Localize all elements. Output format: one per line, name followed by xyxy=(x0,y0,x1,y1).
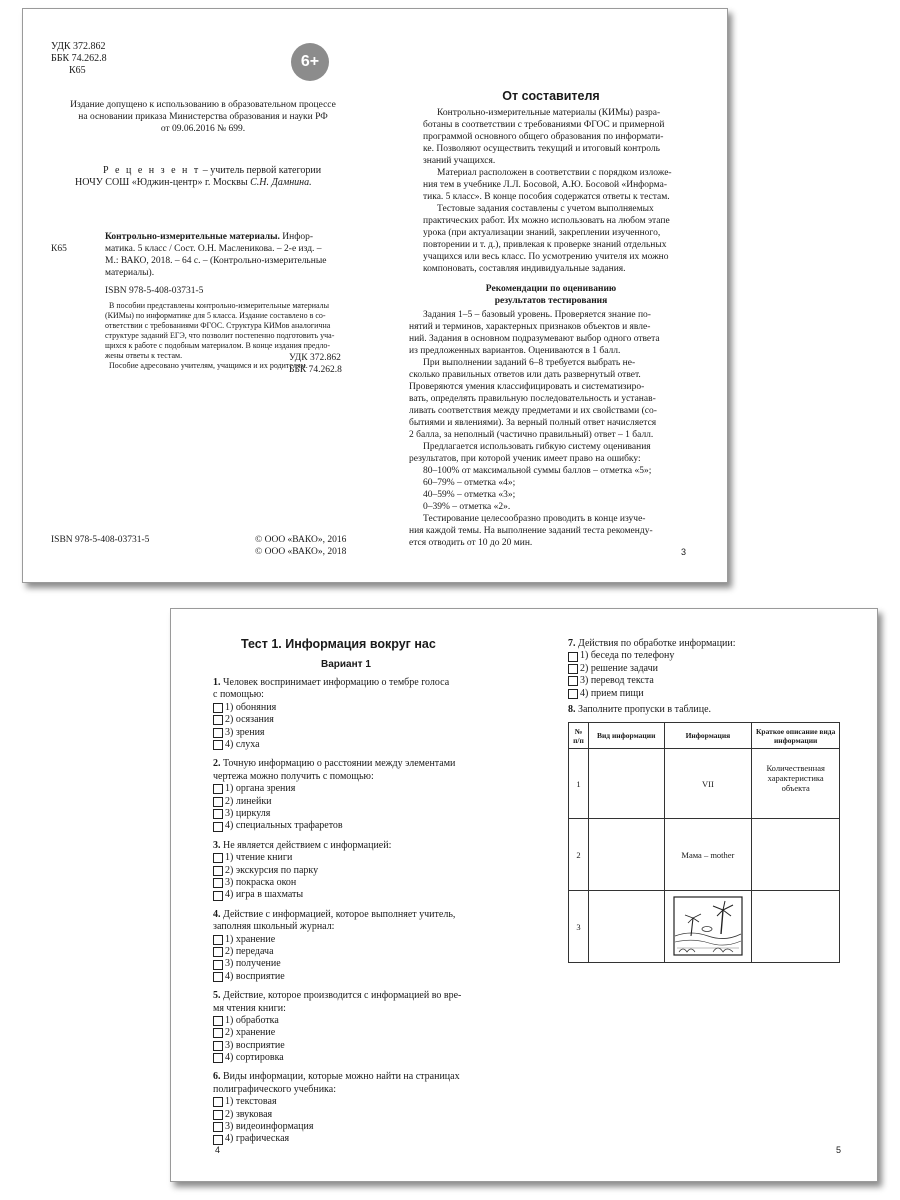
question-text-line xyxy=(213,771,498,783)
option-label: 1) текстовая xyxy=(225,1096,277,1108)
option-label: 2) экскурсия по парку xyxy=(225,864,319,876)
udk-block xyxy=(51,41,107,78)
answer-checkbox[interactable] xyxy=(568,676,578,686)
preface-para-1 xyxy=(409,107,693,167)
catalog-line: матика. 5 класс / Сост. О.Н. Масленикова. – 2-е изд. – xyxy=(105,244,322,254)
answer-option[interactable] xyxy=(213,934,498,946)
question-text: чертежа можно получить с помощью: xyxy=(213,770,374,782)
col-header: Вид информации xyxy=(588,723,664,749)
table-row xyxy=(569,819,840,891)
answer-option[interactable] xyxy=(213,971,498,983)
approval-line: на основании приказа Министерства образования и науки РФ xyxy=(78,112,328,122)
option-label: 1) чтение книги xyxy=(225,852,293,864)
text-line: результатов, при которой ученик имеет право на ошибку: xyxy=(409,454,641,464)
option-label: 1) органа зрения xyxy=(225,783,296,795)
option-label: 4) восприятие xyxy=(225,970,285,982)
author-mark: К65 xyxy=(69,65,86,77)
row-number: 3 xyxy=(569,891,589,963)
preface-paragraphs xyxy=(409,107,693,275)
answer-checkbox[interactable] xyxy=(213,703,223,713)
answer-option[interactable] xyxy=(213,1109,498,1121)
question-5 xyxy=(213,990,498,1064)
answer-checkbox[interactable] xyxy=(213,853,223,863)
answer-checkbox[interactable] xyxy=(213,935,223,945)
test-spread xyxy=(170,608,878,1182)
answer-checkbox[interactable] xyxy=(213,1110,223,1120)
answer-checkbox[interactable] xyxy=(213,1041,223,1051)
answer-checkbox[interactable] xyxy=(213,972,223,982)
answer-option[interactable] xyxy=(213,1096,498,1108)
catalog-code: К65 xyxy=(51,244,67,254)
question-4 xyxy=(213,909,498,983)
text-line: Предлагается использовать гибкую систему оценивания xyxy=(423,442,651,452)
catalog-line: М.: ВАКО, 2018. – 64 с. – (Контрольно-измерительные xyxy=(105,256,327,266)
answer-checkbox[interactable] xyxy=(213,1053,223,1063)
page-number-left: 4 xyxy=(215,1145,221,1155)
blank-cell[interactable] xyxy=(588,891,664,963)
blank-cell[interactable] xyxy=(752,819,840,891)
option-label: 4) графическая xyxy=(225,1133,290,1145)
option-label: 3) восприятие xyxy=(225,1039,285,1051)
text-line: практических работ. Их можно использовать на любом этапе xyxy=(423,216,670,226)
text-line: ется отводить от 10 до 20 мин. xyxy=(409,538,533,548)
question-text: Действие с информацией, которое выполняет учитель, xyxy=(223,908,456,920)
question-number: 5. xyxy=(213,990,221,1002)
text-line: повторении и т. д.), привлекая к проверке знаний отдельных xyxy=(423,240,667,250)
answer-checkbox[interactable] xyxy=(568,652,578,662)
answer-checkbox[interactable] xyxy=(213,784,223,794)
catalog-title: Контрольно-измерительные материалы. xyxy=(105,232,280,242)
udk-bottom xyxy=(289,352,342,376)
reviewer-block xyxy=(75,165,375,189)
page-number: 3 xyxy=(681,547,687,557)
option-label: 2) звуковая xyxy=(225,1108,273,1120)
question-text-line xyxy=(213,758,498,770)
option-label: 3) получение xyxy=(225,958,281,970)
col-header: Информация xyxy=(664,723,752,749)
question-3 xyxy=(213,840,498,902)
answer-option[interactable] xyxy=(213,946,498,958)
answer-checkbox[interactable] xyxy=(213,797,223,807)
question-text: заполняя школьный журнал: xyxy=(213,921,335,933)
question-text-line xyxy=(213,1003,498,1015)
question-text: Действие, которое производится с информацией во вре- xyxy=(223,990,462,1002)
question-text: полиграфического учебника: xyxy=(213,1083,336,1095)
question-text-line xyxy=(213,1071,498,1083)
answer-option[interactable] xyxy=(213,808,498,820)
col-header: № п/п xyxy=(569,723,589,749)
option-label: 1) хранение xyxy=(225,933,276,945)
info-cell: VII xyxy=(664,749,752,819)
grade-line: 60–79% – отметка «4»; xyxy=(423,478,516,488)
bbk-line: ББК 74.262.8 xyxy=(289,365,342,375)
variant-title: Вариант 1 xyxy=(321,659,371,670)
answer-checkbox[interactable] xyxy=(213,947,223,957)
recommendations-text xyxy=(409,309,693,549)
isbn-bottom: ISBN 978-5-408-03731-5 xyxy=(51,535,150,545)
text-line: урока (при актуализации знаний, закреплении изученного, xyxy=(423,228,661,238)
abstract-line: В пособии представлены контрольно-измерительные материалы xyxy=(109,301,329,310)
recommendations-title xyxy=(409,283,693,307)
text-line: вать, определять правильную последовательность и устанав- xyxy=(409,394,656,404)
answer-option[interactable] xyxy=(213,958,498,970)
question-text: Не является действием с информацией: xyxy=(223,839,392,851)
option-label: 4) прием пищи xyxy=(580,687,644,699)
text-line: нятий и терминов, характерных признаков объектов и явле- xyxy=(409,322,651,332)
preface-para-3 xyxy=(409,203,693,275)
reviewer-name: С.Н. Дамнина. xyxy=(250,177,312,189)
answer-option[interactable] xyxy=(213,865,498,877)
question-text: мя чтения книги: xyxy=(213,1002,286,1014)
abstract-line: структуре заданий ЕГЭ, что позволит постепенно подготовить уча- xyxy=(105,331,335,340)
copyright-block xyxy=(255,534,346,558)
text-line: ке. Позволяют осуществить текущий и итоговый контроль xyxy=(423,144,660,154)
answer-option[interactable] xyxy=(213,1027,498,1039)
preface-title: От составителя xyxy=(502,89,600,103)
catalog-desc: Инфор- xyxy=(279,232,314,242)
blank-cell[interactable] xyxy=(588,819,664,891)
approval-note xyxy=(43,99,363,135)
answer-checkbox[interactable] xyxy=(213,1016,223,1026)
table-row xyxy=(569,749,840,819)
fill-in-table xyxy=(568,722,840,963)
question-text: с помощью: xyxy=(213,689,264,701)
answer-option[interactable] xyxy=(213,796,498,808)
text-line: знаний учащихся. xyxy=(423,156,496,166)
title-page-spread xyxy=(22,8,728,583)
answer-option[interactable] xyxy=(213,1015,498,1027)
text-line: компоновать, составляя индивидуальные задания. xyxy=(423,264,626,274)
answer-checkbox[interactable] xyxy=(213,1097,223,1107)
answer-checkbox[interactable] xyxy=(213,1135,223,1145)
approval-line: Издание допущено к использованию в образовательном процессе xyxy=(70,100,336,110)
text-line: Материал расположен в соответствии с порядком изложе- xyxy=(437,168,672,178)
text-line: ливать соответствия между предметами и их свойствами (со- xyxy=(409,406,657,416)
question-text: Точную информацию о расстоянии между элементами xyxy=(223,758,456,770)
answer-option[interactable] xyxy=(213,852,498,864)
question-number: 3. xyxy=(213,839,221,851)
question-number: 7. xyxy=(568,638,576,649)
answer-checkbox[interactable] xyxy=(213,715,223,725)
reviewer-org: НОЧУ СОШ «Юджин-центр» г. Москвы xyxy=(75,177,251,189)
grade-line: 40–59% – отметка «3»; xyxy=(423,490,516,500)
subtitle-line: Рекомендации по оцениванию xyxy=(485,284,617,294)
text-line: программой основного общего образования по информати- xyxy=(423,132,664,142)
question-6 xyxy=(213,1071,498,1145)
answer-checkbox[interactable] xyxy=(568,664,578,674)
option-label: 1) обоняния xyxy=(225,701,277,713)
abstract-line: ответствии с требованиями ФГОС. Структура КИМов аналогична xyxy=(105,321,331,330)
grade-line: 0–39% – отметка «2». xyxy=(423,502,511,512)
option-label: 3) покраска окон xyxy=(225,876,297,888)
option-label: 4) сортировка xyxy=(225,1052,284,1064)
desc-cell: Количественная характеристика объекта xyxy=(752,749,840,819)
page-number-right: 5 xyxy=(836,1145,842,1155)
grade-line: 80–100% от максимальной суммы баллов – отметка «5»; xyxy=(423,466,652,476)
option-label: 1) беседа по телефону xyxy=(580,650,675,662)
question-text: Человек воспринимает информацию о тембре голоса xyxy=(223,677,450,688)
questions-left-column xyxy=(213,677,498,1153)
bbk-line: ББК 74.262.8 xyxy=(51,53,107,65)
text-line: из предложенных вариантов. Оцениваются в 1 балл. xyxy=(409,346,621,356)
answer-option[interactable] xyxy=(213,1040,498,1052)
copyright-line: © ООО «ВАКО», 2016 xyxy=(255,535,347,545)
question-text-line xyxy=(213,840,498,852)
answer-checkbox[interactable] xyxy=(213,728,223,738)
answer-option[interactable] xyxy=(568,663,848,675)
option-label: 2) передача xyxy=(225,945,274,957)
answer-option[interactable] xyxy=(213,739,498,751)
question-number: 8. xyxy=(568,703,576,715)
text-line: ний. Задания в основном подразумевают выбор одного ответа xyxy=(409,334,660,344)
text-line: При выполнении заданий 6–8 требуется выбрать не- xyxy=(423,358,636,368)
option-label: 4) игра в шахматы xyxy=(225,889,304,901)
text-line: ния тем в учебнике Л.Л. Босовой, А.Ю. Босовой «Информа- xyxy=(423,180,667,190)
reviewer-role: – учитель первой категории xyxy=(200,165,322,176)
subtitle-line: результатов тестирования xyxy=(494,296,608,306)
option-label: 4) специальных трафаретов xyxy=(225,820,343,832)
text-line: Контрольно-измерительные материалы (КИМы) разра- xyxy=(437,108,661,118)
text-line: 2 балла, за неполный (частично правильный) ответ – 1 балл. xyxy=(409,430,654,440)
question-text-line xyxy=(213,1084,498,1096)
text-line: Проверяются умения классифицировать и систематизиро- xyxy=(409,382,645,392)
question-text-line xyxy=(213,990,498,1002)
answer-option[interactable] xyxy=(213,1052,498,1064)
answer-option[interactable] xyxy=(213,702,498,714)
row-number: 1 xyxy=(569,749,589,819)
isbn-top: ISBN 978-5-408-03731-5 xyxy=(105,286,204,296)
answer-option[interactable] xyxy=(568,688,848,700)
option-label: 3) зрения xyxy=(225,726,265,738)
answer-option[interactable] xyxy=(213,727,498,739)
col-header: Краткое описание вида информации xyxy=(752,723,840,749)
text-line: сколько правильных ответов или дать развернутый ответ. xyxy=(409,370,641,380)
answer-option[interactable] xyxy=(213,820,498,832)
reviewer-label: Р е ц е н з е н т xyxy=(103,165,201,176)
question-number: 2. xyxy=(213,758,221,770)
option-label: 3) перевод текста xyxy=(580,675,654,687)
age-rating-badge: 6+ xyxy=(291,43,329,81)
landscape-drawing-icon xyxy=(673,896,743,956)
answer-option[interactable] xyxy=(213,1133,498,1145)
row-number: 2 xyxy=(569,819,589,891)
text-line: Тестовые задания составлены с учетом выполняемых xyxy=(437,204,654,214)
answer-checkbox[interactable] xyxy=(213,740,223,750)
answer-option[interactable] xyxy=(568,675,848,687)
preface xyxy=(409,89,693,549)
question-1 xyxy=(213,677,498,751)
approval-line: от 09.06.2016 № 699. xyxy=(160,124,246,134)
text-line: ния каждой темы. На выполнение заданий теста рекоменду- xyxy=(409,526,653,536)
abstract-line: (КИМы) по информатике для 5 класса. Издание составлено в со- xyxy=(105,311,326,320)
question-number: 4. xyxy=(213,908,221,920)
text-line: ботаны в соответствии с требованиями ФГОС и примерной xyxy=(423,120,665,130)
option-label: 1) обработка xyxy=(225,1014,279,1026)
info-cell: Мама – mother xyxy=(664,819,752,891)
question-text-line xyxy=(213,909,498,921)
question-number: 1. xyxy=(213,677,221,688)
option-label: 2) осязания xyxy=(225,714,274,726)
answer-option[interactable] xyxy=(213,714,498,726)
table-header-row xyxy=(569,723,840,749)
answer-checkbox[interactable] xyxy=(213,822,223,832)
answer-checkbox[interactable] xyxy=(568,689,578,699)
text-line: бытиями и явлениями). За верный полный ответ начисляется xyxy=(409,418,657,428)
question-7 xyxy=(568,638,848,716)
answer-checkbox[interactable] xyxy=(213,1122,223,1132)
answer-option[interactable] xyxy=(213,889,498,901)
abstract-line: щихся к работе с подобным материалом. В конце издания предло- xyxy=(105,341,331,350)
answer-checkbox[interactable] xyxy=(213,960,223,970)
question-text: Действия по обработке информации: xyxy=(578,638,736,649)
question-number: 6. xyxy=(213,1071,221,1083)
answer-checkbox[interactable] xyxy=(213,878,223,888)
option-label: 2) решение задачи xyxy=(580,662,658,674)
preface-para-2 xyxy=(409,167,693,203)
answer-checkbox[interactable] xyxy=(213,891,223,901)
option-label: 2) линейки xyxy=(225,795,272,807)
image-cell xyxy=(664,891,752,963)
table-row xyxy=(569,891,840,963)
text-line: Задания 1–5 – базовый уровень. Проверяется знание по- xyxy=(423,310,651,320)
blank-cell[interactable] xyxy=(588,749,664,819)
answer-checkbox[interactable] xyxy=(213,1028,223,1038)
audience-note: Пособие адресовано учителям, учащимся и их родителям. xyxy=(109,361,308,370)
catalog-card xyxy=(51,231,381,297)
answer-option[interactable] xyxy=(568,650,848,662)
option-label: 2) хранение xyxy=(225,1027,276,1039)
copyright-line: © ООО «ВАКО», 2018 xyxy=(255,547,347,557)
blank-cell[interactable] xyxy=(752,891,840,963)
answer-option[interactable] xyxy=(213,877,498,889)
text-line: тика. 5 класс». В конце пособия содержатся ответы к тестам. xyxy=(423,192,670,202)
abstract-line: жены ответы к тестам. xyxy=(105,351,183,360)
option-label: 3) видеоинформация xyxy=(225,1121,314,1133)
question-text-line xyxy=(213,921,498,933)
answer-checkbox[interactable] xyxy=(213,866,223,876)
test-title: Тест 1. Информация вокруг нас xyxy=(241,637,436,651)
text-line: учащихся или весь класс. По усмотрению учителя их можно xyxy=(423,252,669,262)
answer-checkbox[interactable] xyxy=(213,809,223,819)
question-text-line xyxy=(213,677,498,689)
question-2 xyxy=(213,758,498,832)
answer-option[interactable] xyxy=(213,783,498,795)
option-label: 3) циркуля xyxy=(225,807,271,819)
catalog-line: материалы). xyxy=(105,268,155,278)
question-text: Заполните пропуски в таблице. xyxy=(578,703,712,715)
udk-line: УДК 372.862 xyxy=(51,41,106,52)
option-label: 4) слуха xyxy=(225,738,260,750)
question-text-line xyxy=(213,689,498,701)
answer-option[interactable] xyxy=(213,1121,498,1133)
udk-line: УДК 372.862 xyxy=(289,353,341,363)
text-line: Тестирование целесообразно проводить в конце изуче- xyxy=(423,514,646,524)
question-text: Виды информации, которые можно найти на страницах xyxy=(223,1071,460,1083)
